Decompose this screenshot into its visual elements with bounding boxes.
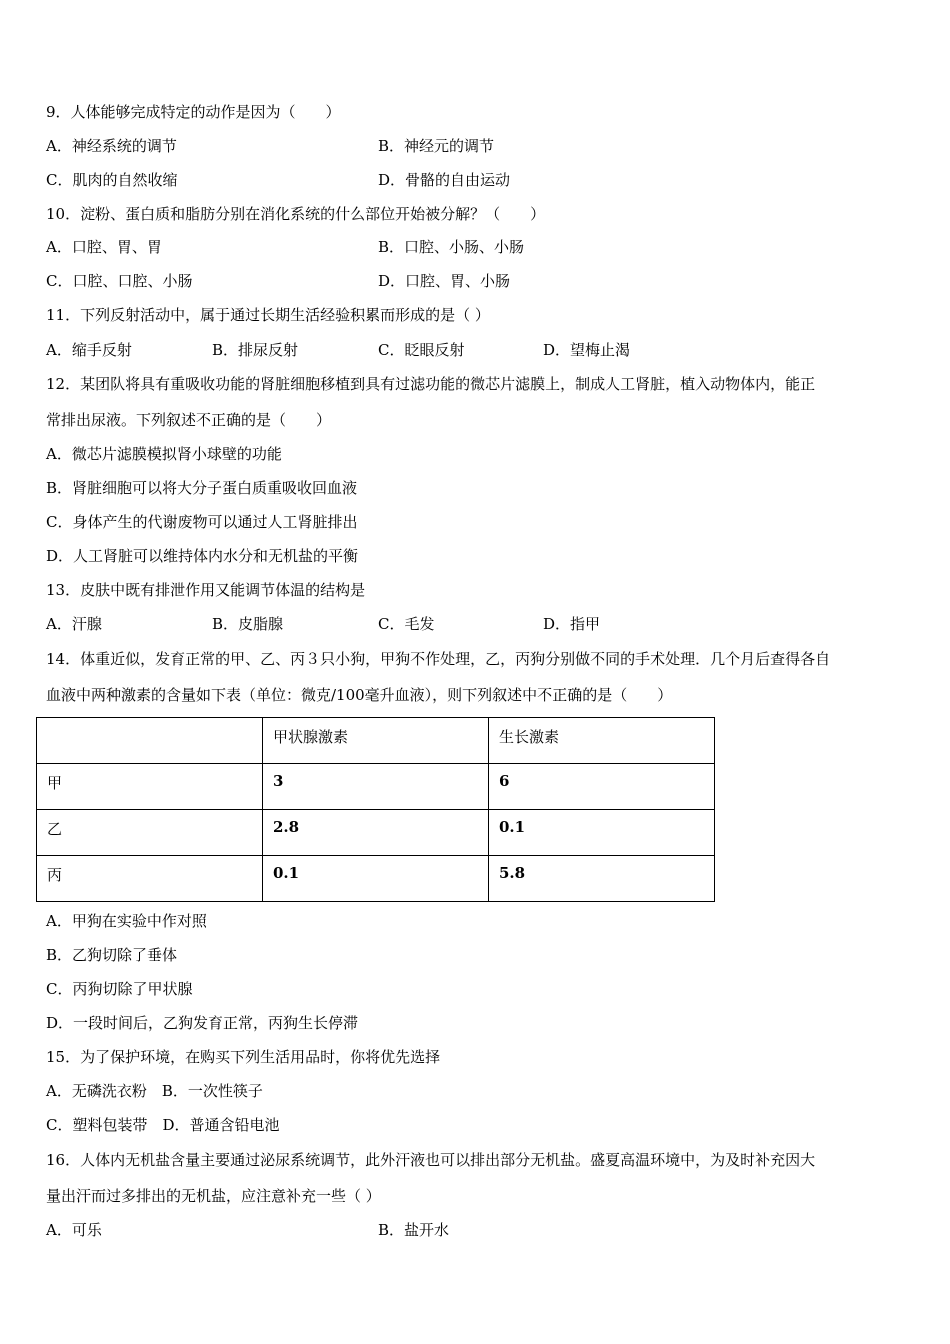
table-cell: 甲 xyxy=(37,764,263,810)
table-cell: 0.1 xyxy=(263,856,489,902)
q12-option-d: D．人工肾脏可以维持体内水分和无机盐的平衡 xyxy=(46,547,359,565)
q16-stem-line1: 16．人体内无机盐含量主要通过泌尿系统调节，此外汗液也可以排出部分无机盐。盛夏高温环境中，为及时补充因大 xyxy=(46,1151,816,1169)
q10-option-b: B．口腔、小肠、小肠 xyxy=(378,238,525,256)
q10-option-c: C．口腔、口腔、小肠 xyxy=(46,272,193,290)
q9-option-b: B．神经元的调节 xyxy=(378,137,495,155)
q16-stem-line2: 量出汗而过多排出的无机盐，应注意补充一些（ ） xyxy=(46,1187,381,1205)
q15-options-cd: C．塑料包装带 D．普通含铅电池 xyxy=(46,1116,280,1134)
q13-stem: 13．皮肤中既有排泄作用又能调节体温的结构是 xyxy=(46,581,366,599)
q12-option-c: C．身体产生的代谢废物可以通过人工肾脏排出 xyxy=(46,513,358,531)
q14-option-b: B．乙狗切除了垂体 xyxy=(46,946,178,964)
q14-option-c: C．丙狗切除了甲状腺 xyxy=(46,980,193,998)
q10-option-d: D．口腔、胃、小肠 xyxy=(378,272,511,290)
q11-option-d: D．望梅止渴 xyxy=(543,341,631,359)
q10-stem: 10．淀粉、蛋白质和脂肪分别在消化系统的什么部位开始被分解？（ ） xyxy=(46,205,546,223)
q13-option-d: D．指甲 xyxy=(543,615,601,633)
table-header-cell xyxy=(37,718,263,764)
table-cell: 2.8 xyxy=(263,810,489,856)
q11-option-a: A．缩手反射 xyxy=(46,341,132,359)
q16-option-a: A．可乐 xyxy=(46,1221,102,1239)
q13-option-a: A．汗腺 xyxy=(46,615,102,633)
q12-option-a: A．微芯片滤膜模拟肾小球壁的功能 xyxy=(46,445,282,463)
table-row xyxy=(37,764,715,810)
table-cell: 乙 xyxy=(37,810,263,856)
table-cell: 6 xyxy=(489,764,715,810)
q14-stem-line1: 14．体重近似，发育正常的甲、乙、丙３只小狗，甲狗不作处理，乙，丙狗分别做不同的手术处理．几个月后查得各自 xyxy=(46,650,831,668)
table-header-cell: 甲状腺激素 xyxy=(263,718,489,764)
q14-option-a: A．甲狗在实验中作对照 xyxy=(46,912,207,930)
q11-option-b: B．排尿反射 xyxy=(212,341,299,359)
table-header-row xyxy=(37,718,715,764)
q9-option-c: C．肌肉的自然收缩 xyxy=(46,171,178,189)
q9-option-d: D．骨骼的自由运动 xyxy=(378,171,511,189)
table-cell: 丙 xyxy=(37,856,263,902)
q14-stem-line2: 血液中两种激素的含量如下表（单位：微克/100毫升血液），则下列叙述中不正确的是（ ） xyxy=(46,686,673,704)
q13-option-b: B．皮脂腺 xyxy=(212,615,284,633)
table-cell: 0.1 xyxy=(489,810,715,856)
q11-option-c: C．眨眼反射 xyxy=(378,341,465,359)
q12-stem-line2: 常排出尿液。下列叙述不正确的是（ ） xyxy=(46,411,332,429)
q12-stem-line1: 12．某团队将具有重吸收功能的肾脏细胞移植到具有过滤功能的微芯片滤膜上，制成人工肾脏，植入动物体内，能正 xyxy=(46,375,816,393)
q15-options-ab: A．无磷洗衣粉 B．一次性筷子 xyxy=(46,1082,263,1100)
q13-option-c: C．毛发 xyxy=(378,615,435,633)
table-cell: 3 xyxy=(263,764,489,810)
q12-option-b: B．肾脏细胞可以将大分子蛋白质重吸收回血液 xyxy=(46,479,358,497)
q14-option-d: D．一段时间后，乙狗发育正常，丙狗生长停滞 xyxy=(46,1014,359,1032)
q15-stem: 15．为了保护环境，在购买下列生活用品时，你将优先选择 xyxy=(46,1048,441,1066)
q10-option-a: A．口腔、胃、胃 xyxy=(46,238,162,256)
table-row xyxy=(37,856,715,902)
hormone-table xyxy=(36,717,715,902)
q11-stem: 11．下列反射活动中，属于通过长期生活经验积累而形成的是（ ） xyxy=(46,306,490,324)
table-cell: 5.8 xyxy=(489,856,715,902)
q16-option-b: B．盐开水 xyxy=(378,1221,450,1239)
q9-option-a: A．神经系统的调节 xyxy=(46,137,177,155)
table-header-cell: 生长激素 xyxy=(489,718,715,764)
table-row xyxy=(37,810,715,856)
q9-stem: 9．人体能够完成特定的动作是因为（ ） xyxy=(46,103,341,121)
